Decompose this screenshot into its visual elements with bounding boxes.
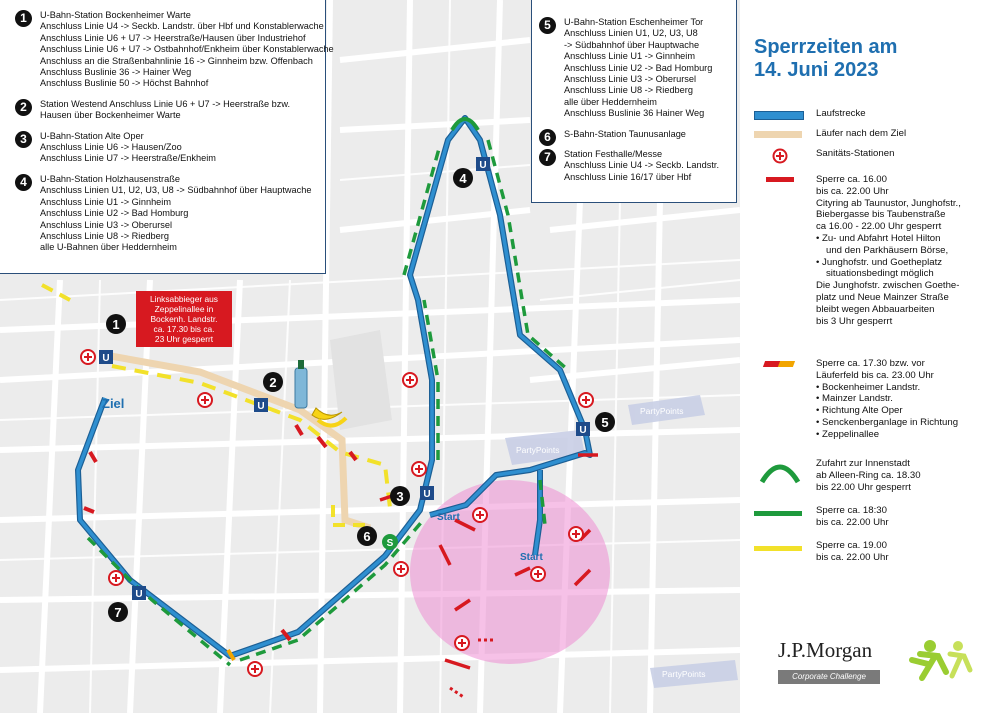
legend-text: und den Parkhäusern Börse, <box>826 244 949 256</box>
legend-text: • Richtung Alte Oper <box>816 405 996 417</box>
station-info-line: Anschluss Linie U6 + U7 -> Ostbahnhof/Enkheim über Konstablerwache <box>40 44 334 55</box>
legend-title <box>754 36 897 82</box>
callout-line: Zeppelinallee in <box>154 304 214 314</box>
u-bahn-icon <box>476 157 490 171</box>
medical-cross-icon <box>198 393 212 407</box>
legend-text: platz und Neue Mainzer Straße <box>816 291 949 303</box>
svg-text:U: U <box>257 401 265 412</box>
station-info-line: Anschluss Linie U7 -> Heerstraße/Enkheim <box>40 153 216 164</box>
medical-cross-icon <box>109 571 123 585</box>
station-info-line: Anschluss Linie 16/17 über Hbf <box>564 171 692 182</box>
station-info-line: Anschluss Linie U6 + U7 -> Heerstraße/Hausen über Industriehof <box>40 32 306 43</box>
legend-text: Läuferfeld bis ca. 23.00 Uhr <box>816 369 934 381</box>
station-marker <box>357 526 377 546</box>
legend-text: • Zeppelinallee <box>816 429 996 441</box>
u-bahn-icon <box>420 486 434 500</box>
legend-title-line: 14. Juni 2023 <box>754 59 879 81</box>
station-marker <box>453 168 473 188</box>
station-info-line: Anschluss Linie U2 -> Bad Homburg <box>40 208 189 219</box>
station-info-7 <box>536 149 736 183</box>
legend-text: Sperre ca. 19.00 <box>816 540 887 551</box>
station-info-line: Anschluss Linie U2 -> Bad Homburg <box>564 62 713 73</box>
medical-cross-icon <box>403 373 417 387</box>
station-info-line: S-Bahn-Station Taunusanlage <box>564 128 686 139</box>
station-info-line: U-Bahn-Station Holzhausenstraße <box>40 173 180 184</box>
svg-text:4: 4 <box>459 171 467 186</box>
u-bahn-icon <box>576 422 590 436</box>
brand-subtitle: Corporate Challenge <box>778 670 880 684</box>
u-bahn-icon <box>99 350 113 364</box>
station-info-line: Anschluss Linie U1 -> Ginnheim <box>40 196 171 207</box>
callout-line: ca. 17.30 bis ca. <box>153 324 215 334</box>
legend-text: Sperre ca. 18:30 <box>816 505 887 516</box>
station-info-line: U-Bahn-Station Bockenheimer Warte <box>40 10 191 20</box>
station-marker <box>108 602 128 622</box>
station-number: 1 <box>15 10 32 27</box>
legend-text: bis 22.00 Uhr gesperrt <box>816 481 911 493</box>
zufahrt-arc-icon <box>758 458 802 484</box>
u-bahn-icon <box>254 398 268 412</box>
station-info-line: -> Südbahnhof über Hauptwache <box>564 39 700 50</box>
legend-text: ca 16.00 - 22.00 Uhr gesperrt <box>816 221 942 233</box>
station-number: 6 <box>539 129 556 146</box>
legend-text: Sperre ca. 17.30 bzw. vor <box>816 358 925 369</box>
s-bahn-icon <box>382 534 398 550</box>
callout-line: 23 Uhr gesperrt <box>154 334 214 344</box>
station-info-line: Anschluss Linie U1 -> Ginnheim <box>564 51 695 62</box>
station-info-line: Hausen über Bockenheimer Warte <box>40 110 181 121</box>
station-marker <box>106 314 126 334</box>
svg-text:1: 1 <box>112 317 120 332</box>
turn-restriction-callout <box>136 291 232 347</box>
station-marker <box>390 486 410 506</box>
legend-text: • Bockenheimer Landstr. <box>816 382 996 394</box>
medical-cross-icon <box>455 636 469 650</box>
svg-text:6: 6 <box>363 529 371 544</box>
legend-text: • Zu- und Abfahrt Hotel Hilton <box>816 233 996 245</box>
medical-cross-icon <box>394 562 408 576</box>
station-number: 7 <box>539 149 556 166</box>
u-bahn-icon <box>132 586 146 600</box>
station-marker <box>263 372 283 392</box>
party-points-label: PartyPoints <box>640 406 684 416</box>
station-info-line: Anschluss Linien U1, U2, U3, U8 -> Südbahnhof über Hauptwache <box>40 185 312 196</box>
station-info-line: Anschluss Linien U1, U2, U3, U8 <box>564 28 698 39</box>
svg-text:3: 3 <box>396 489 404 504</box>
callout-line: Linksabbieger aus <box>150 294 218 304</box>
medical-cross-icon <box>81 350 95 364</box>
station-info-line: Station Westend Anschluss Linie U6 + U7 -> Heerstraße bzw. <box>40 98 291 109</box>
station-info-line: Anschluss Linie U4 -> Seckb. Landstr. <box>564 160 719 171</box>
start-label: Start <box>520 552 543 563</box>
svg-text:U: U <box>102 353 110 364</box>
station-info-line: alle U-Bahnen über Heddernheim <box>40 242 177 253</box>
legend-text: Cityring ab Taunustor, Junghofstr., <box>816 197 961 209</box>
station-marker <box>595 412 615 432</box>
svg-text:U: U <box>135 589 143 600</box>
legend-text: • Junghofstr. und Goetheplatz <box>816 257 996 269</box>
medical-cross-icon <box>248 662 262 676</box>
finish-label: Ziel <box>102 396 125 411</box>
medical-cross-icon <box>569 527 583 541</box>
legend-text: Sperre ca. 16.00 <box>816 174 887 185</box>
legend-text: Biebergasse bis Taubenstraße <box>816 209 946 221</box>
station-info-line: Anschluss Buslinie 50 -> Höchst Bahnhof <box>40 78 209 89</box>
legend-panel: Sperrzeiten am 14. Juni 2023 Laufstrecke Läufer nach dem Ziel Sanitäts-Stationen Sperre ca. 16.00 bis ca. 22.00 Uhr Cityring ab Taunustor, Junghofstr., Biebergasse bis Taubenstraße ca 16.00 - 22.00 Uhr gesperrt • Zu- und Abfahrt Hotel Hilton und den Parkhäusern Börse, • Junghofstr. und Goetheplatz situationsbedingt möglich Die Junghofstr. zwischen Goethe- platz und Neue Mainzer Straße bleibt wegen Abbauarbeiten bis 3 Uhr gesperrt Sperre ca. 17.30 bzw. vor Läuferfeld bis ca. 23.00 Uhr • Bockenheimer Landstr. • Mainzer Landstr. • Richtung Alte Oper • Senckenberganlage in Richtung • Zeppelinallee Zufahrt zur Innenstadt ab Alleen-Ring ca. 18.30 bis 22.00 Uhr gesperrt Sperre ca. 18:30 bis ca. 22.00 Uhr Sperre ca. 19.00 bis ca. 22.00 Uhr J.P.Morgan Corporate Challenge <box>740 0 1000 713</box>
svg-text:U: U <box>479 160 487 171</box>
legend-text: Zufahrt zur Innenstadt <box>816 458 910 469</box>
svg-text:U: U <box>423 489 431 500</box>
station-info-line: U-Bahn-Station Eschenheimer Tor <box>564 17 704 27</box>
svg-text:2: 2 <box>269 375 277 390</box>
legend-text: • Mainzer Landstr. <box>816 393 996 405</box>
legend-title-line: Sperrzeiten am <box>754 36 898 58</box>
station-info-line: Station Festhalle/Messe <box>564 149 663 160</box>
station-info-line: Anschluss Buslinie 36 -> Hainer Weg <box>40 67 192 78</box>
station-number: 2 <box>15 99 32 116</box>
party-points-label: PartyPoints <box>516 445 560 455</box>
medical-cross-icon <box>531 567 545 581</box>
svg-text:7: 7 <box>114 605 122 620</box>
station-info-line: Anschluss Linie U8 -> Riedberg <box>40 230 169 241</box>
callout-line: Bockenh. Landstr. <box>150 314 218 324</box>
station-info-1 <box>12 10 334 90</box>
station-info-right <box>531 0 737 203</box>
legend-text: • Senckenberganlage in Richtung <box>816 417 996 429</box>
station-info-line: Anschluss Linie U8 -> Riedberg <box>564 85 693 96</box>
station-info-3 <box>12 131 325 165</box>
brand-name: J.P.Morgan <box>778 638 873 662</box>
station-info-line: Anschluss Linie U6 -> Hausen/Zoo <box>40 142 182 153</box>
legend-text: bis ca. 22.00 Uhr <box>816 551 889 563</box>
runner-logo-icon <box>890 638 974 684</box>
legend-text: bis ca. 22.00 Uhr <box>816 516 889 528</box>
station-info-line: Anschluss Linie U3 -> Oberursel <box>564 74 697 85</box>
legend-text: bis 3 Uhr gesperrt <box>816 315 893 327</box>
station-info-5 <box>536 17 736 120</box>
start-label: Start <box>437 512 460 523</box>
svg-text:5: 5 <box>601 415 609 430</box>
station-info-line: alle über Heddernheim <box>564 96 657 107</box>
legend-text: situationsbedingt möglich <box>826 268 934 280</box>
legend-text: Die Junghofstr. zwischen Goethe- <box>816 280 960 292</box>
medical-cross-icon <box>473 508 487 522</box>
medical-cross-icon <box>579 393 593 407</box>
brand-logo <box>778 638 978 688</box>
station-info-6 <box>536 128 736 144</box>
station-info-line: U-Bahn-Station Alte Oper <box>40 130 144 141</box>
station-info-line: Anschluss Linie U4 -> Seckb. Landstr. über Hbf und Konstablerwache <box>40 21 324 32</box>
station-number: 3 <box>15 131 32 148</box>
legend-text: bis ca. 22.00 Uhr <box>816 185 889 197</box>
station-info-4 <box>12 174 325 254</box>
medical-cross-icon <box>772 148 788 164</box>
pink-zone <box>410 480 610 664</box>
svg-text:S: S <box>386 538 394 549</box>
medical-cross-icon <box>412 462 426 476</box>
station-info-line: Anschluss Linie U3 -> Oberursel <box>40 219 173 230</box>
party-points-label: PartyPoints <box>662 669 706 679</box>
station-number: 4 <box>15 174 32 191</box>
legend-text: ab Alleen-Ring ca. 18.30 <box>816 469 921 481</box>
station-info-line: Anschluss an die Straßenbahnlinie 16 -> Ginnheim bzw. Offenbach <box>40 55 313 66</box>
station-info-2 <box>12 99 325 122</box>
station-number: 5 <box>539 17 556 34</box>
svg-text:U: U <box>579 425 587 436</box>
station-info-line: Anschluss Buslinie 36 Hainer Weg <box>564 108 705 119</box>
station-info-left <box>0 0 334 274</box>
legend-text: bleibt wegen Abbauarbeiten <box>816 303 935 315</box>
